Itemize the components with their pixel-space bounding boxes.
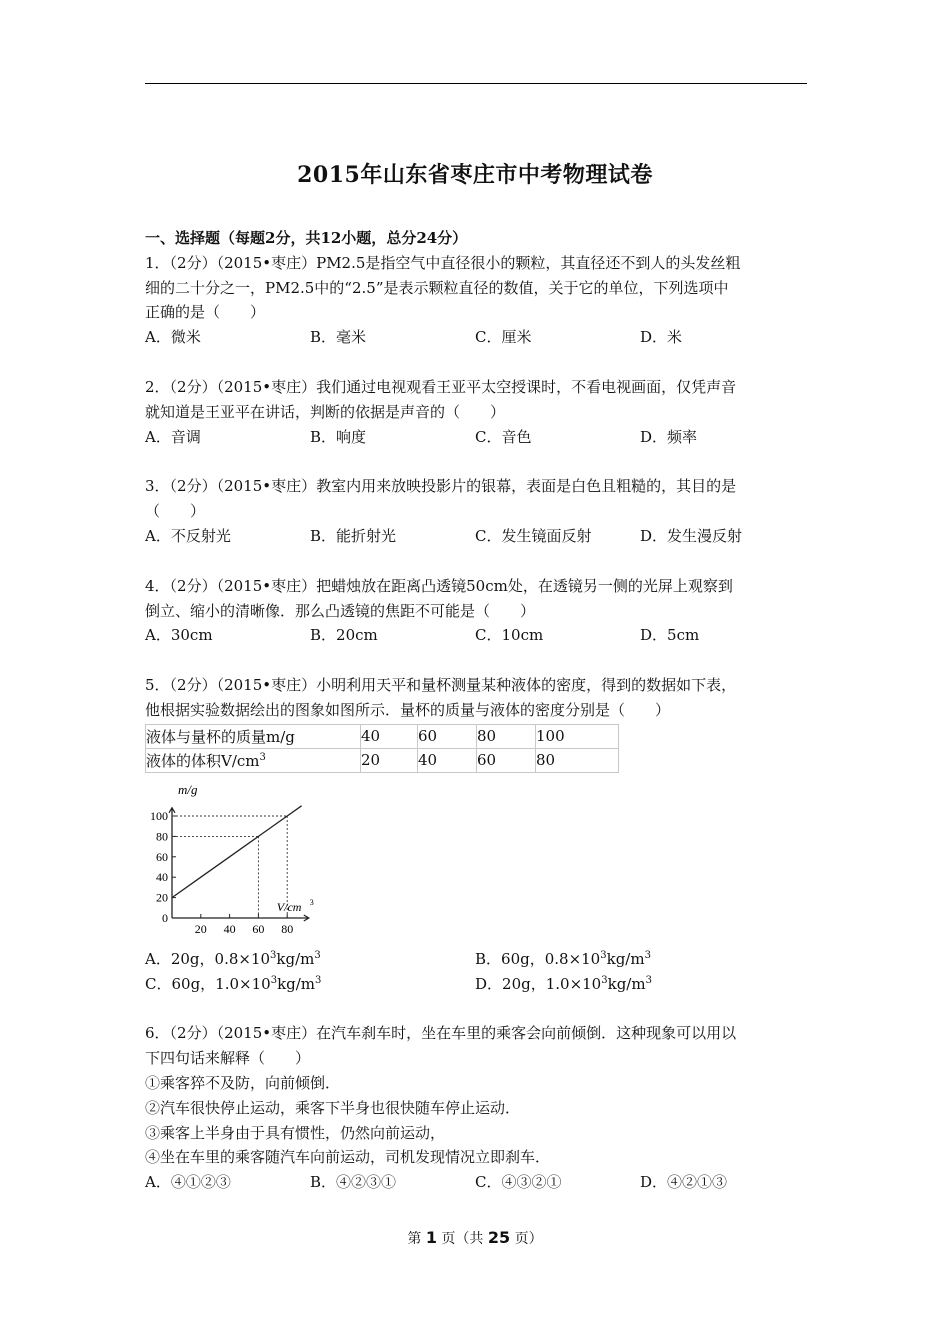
option-c[interactable]: C．厘米 bbox=[475, 328, 532, 347]
option-d[interactable]: D．20g，$1.0\times 10^3kg/m^3$ bbox=[475, 974, 652, 993]
options-row bbox=[145, 425, 810, 450]
option-c[interactable]: C．60g，$1.0\times 10^3kg/m^3$ bbox=[145, 974, 322, 993]
page-footer: 第 1 页（共 25 页） bbox=[407, 1228, 543, 1247]
option-b[interactable]: B．能折射光 bbox=[310, 526, 397, 545]
question-text: 1．（2分）（2015•枣庄）PM2.5是指空气中直径很小的颗粒，其直径还不到人的头发丝粗 bbox=[145, 253, 741, 272]
table-cell: 100 bbox=[536, 724, 619, 748]
x-tick-label: 20 bbox=[194, 921, 207, 936]
option-b[interactable]: B．60g，$0.8\times 10^3kg/m^3$ bbox=[475, 949, 651, 968]
option-a[interactable]: A．微米 bbox=[145, 328, 201, 347]
question-text: 6．（2分）（2015•枣庄）在汽车刹车时，坐在车里的乘客会向前倾倒．这种现象可以用以 bbox=[145, 1024, 737, 1043]
question-5 bbox=[145, 673, 810, 996]
option-d[interactable]: D．米 bbox=[640, 328, 683, 347]
question-text: 4．（2分）（2015•枣庄）把蜡烛放在距离凸透镜50cm处，在透镜另一侧的光屏上观察到 bbox=[145, 576, 733, 595]
option-d[interactable]: D．发生漫反射 bbox=[640, 526, 743, 545]
option-d[interactable]: D．5cm bbox=[640, 626, 700, 645]
question-2 bbox=[145, 375, 810, 449]
option-b[interactable]: B．毫米 bbox=[310, 328, 367, 347]
y-tick-label: 40 bbox=[156, 869, 168, 884]
question-text: 下四句话来解释（ ） bbox=[145, 1049, 311, 1068]
option-a[interactable]: A．④①②③ bbox=[145, 1173, 231, 1192]
option-d[interactable]: D．频率 bbox=[640, 427, 698, 446]
option-b[interactable]: B．响度 bbox=[310, 427, 367, 446]
mass-volume-chart bbox=[140, 781, 340, 941]
question-text: 5．（2分）（2015•枣庄）小明利用天平和量杯测量某种液体的密度，得到的数据如下表， bbox=[145, 676, 737, 695]
question-text: 他根据实验数据绘出的图象如图所示．量杯的质量与液体的密度分别是（ ） bbox=[145, 700, 671, 719]
question-6 bbox=[145, 1021, 810, 1195]
data-table bbox=[145, 724, 619, 773]
x-tick-label: 60 bbox=[252, 921, 265, 936]
option-a[interactable]: A．音调 bbox=[145, 427, 201, 446]
x-axis-label-sup: 3 bbox=[309, 897, 314, 907]
statement-2: ②汽车很快停止运动，乘客下半身也很快随车停止运动． bbox=[145, 1098, 521, 1117]
y-tick-label: 0 bbox=[162, 910, 168, 925]
option-b[interactable]: B．20cm bbox=[310, 626, 378, 645]
section-heading: 一、选择题（每题2分，共12小题，总分24分） bbox=[145, 229, 468, 247]
y-tick-label: 20 bbox=[156, 890, 168, 905]
question-text: 2．（2分）（2015•枣庄）我们通过电视观看王亚平太空授课时，不看电视画面，仅凭声音 bbox=[145, 377, 737, 396]
statement-1: ①乘客猝不及防，向前倾倒． bbox=[145, 1073, 341, 1092]
question-1 bbox=[145, 251, 810, 350]
options-row bbox=[145, 623, 810, 648]
options-row bbox=[145, 947, 810, 972]
exam-content bbox=[145, 226, 810, 1195]
option-c[interactable]: C．发生镜面反射 bbox=[475, 526, 592, 545]
option-a[interactable]: A．30cm bbox=[145, 626, 213, 645]
table-cell: 20 bbox=[361, 748, 418, 772]
option-c[interactable]: C．音色 bbox=[475, 427, 532, 446]
statement-3: ③乘客上半身由于具有惯性，仍然向前运动， bbox=[145, 1123, 446, 1142]
question-4 bbox=[145, 574, 810, 648]
y-tick-label: 60 bbox=[156, 849, 168, 864]
question-text: 正确的是（ ） bbox=[145, 303, 266, 322]
table-row bbox=[146, 724, 619, 748]
question-text: 3．（2分）（2015•枣庄）教室内用来放映投影片的银幕，表面是白色且粗糙的，其目的是 bbox=[145, 477, 737, 496]
option-b[interactable]: B．④②③① bbox=[310, 1173, 397, 1192]
table-cell: 80 bbox=[477, 724, 536, 748]
page-number: 1 bbox=[425, 1228, 437, 1247]
question-3 bbox=[145, 474, 810, 548]
table-cell: 80 bbox=[536, 748, 619, 772]
page-total: 25 bbox=[487, 1228, 511, 1247]
page-title: 2015年山东省枣庄市中考物理试卷 bbox=[297, 162, 653, 188]
y-tick-label: 100 bbox=[150, 808, 168, 823]
table-cell: 60 bbox=[477, 748, 536, 772]
question-text: 就知道是王亚平在讲话，判断的依据是声音的（ ） bbox=[145, 402, 506, 421]
table-cell: 60 bbox=[418, 724, 477, 748]
x-axis-label: V/cm bbox=[276, 899, 302, 914]
table-cell: 液体与量杯的质量m/g bbox=[146, 724, 361, 748]
statement-4: ④坐在车里的乘客随汽车向前运动，司机发现情况立即刹车． bbox=[145, 1148, 551, 1167]
y-tick-label: 80 bbox=[156, 829, 168, 844]
header-rule bbox=[145, 83, 807, 84]
question-text: 细的二十分之一，PM2.5中的“2.5”是表示颗粒直径的数值，关于它的单位，下列选项中 bbox=[145, 278, 729, 297]
options-row bbox=[145, 524, 810, 549]
options-row bbox=[145, 325, 810, 350]
x-tick-label: 80 bbox=[281, 921, 294, 936]
x-tick-label: 40 bbox=[223, 921, 236, 936]
option-a[interactable]: A．不反射光 bbox=[145, 526, 231, 545]
table-cell: 液体的体积$V/cm^3$ bbox=[146, 748, 361, 772]
table-row bbox=[146, 748, 619, 772]
question-text: 倒立、缩小的清晰像．那么凸透镜的焦距不可能是（ ） bbox=[145, 601, 536, 620]
options-row bbox=[145, 1170, 810, 1195]
table-cell: 40 bbox=[418, 748, 477, 772]
data-line bbox=[172, 806, 302, 898]
option-c[interactable]: C．10cm bbox=[475, 626, 544, 645]
option-d[interactable]: D．④②①③ bbox=[640, 1173, 728, 1192]
option-c[interactable]: C．④③②① bbox=[475, 1173, 562, 1192]
table-cell: 40 bbox=[361, 724, 418, 748]
question-text: （ ） bbox=[145, 502, 206, 521]
options-row bbox=[145, 972, 810, 997]
option-a[interactable]: A．20g，$0.8\times 10^3kg/m^3$ bbox=[145, 949, 321, 968]
y-axis-label: m/g bbox=[178, 781, 198, 797]
